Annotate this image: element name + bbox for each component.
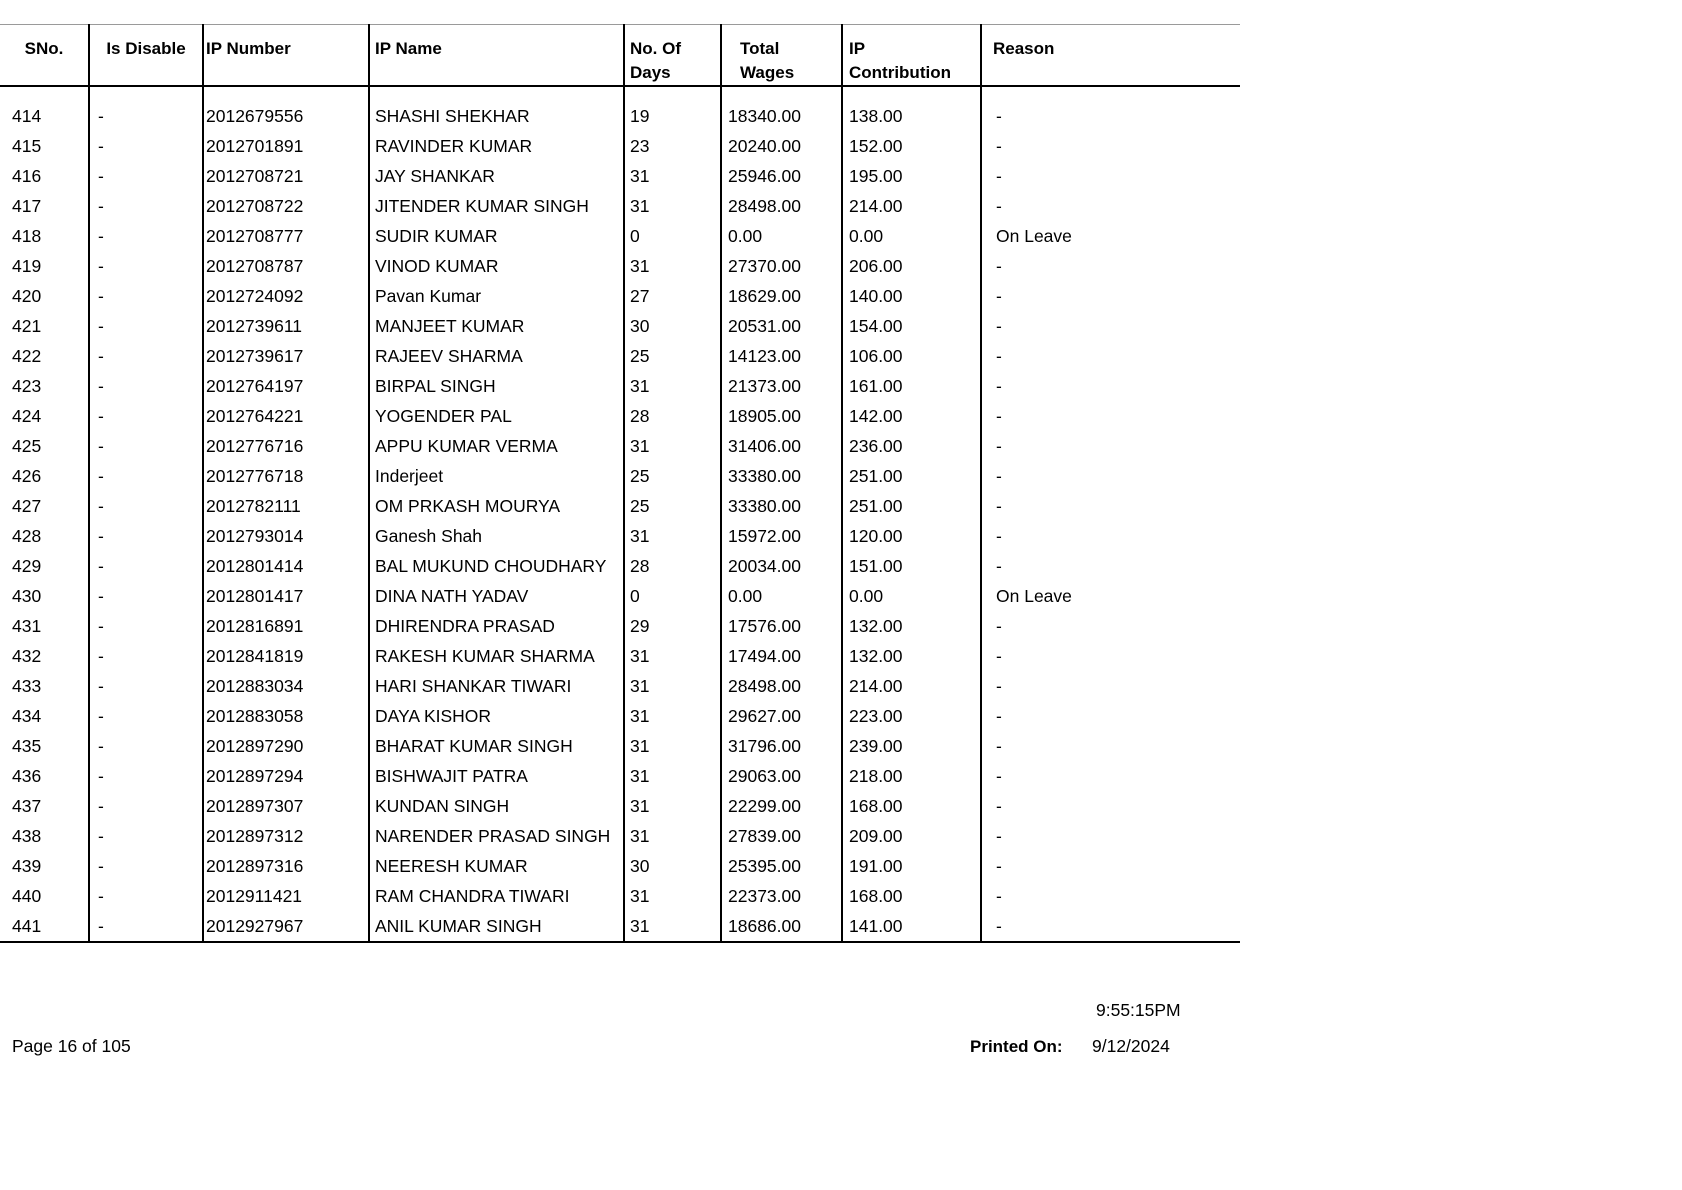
cell-ip-number: 2012708722 [203,191,369,221]
cell-ip-contribution: 239.00 [842,731,981,761]
cell-ip-number: 2012739617 [203,341,369,371]
cell-total-wages: 28498.00 [721,191,842,221]
cell-reason: - [981,761,1240,791]
cell-total-wages: 20240.00 [721,131,842,161]
cell-ip-name: DINA NATH YADAV [369,581,624,611]
cell-ip-contribution: 151.00 [842,551,981,581]
cell-days: 27 [624,281,721,311]
cell-days: 31 [624,821,721,851]
header-ip-contribution: IP Contribution [842,25,981,87]
cell-ip-contribution: 161.00 [842,371,981,401]
cell-days: 31 [624,671,721,701]
cell-ip-contribution: 106.00 [842,341,981,371]
cell-reason: - [981,551,1240,581]
cell-total-wages: 33380.00 [721,491,842,521]
cell-ip-number: 2012776716 [203,431,369,461]
cell-ip-name: VINOD KUMAR [369,251,624,281]
cell-days: 31 [624,521,721,551]
cell-ip-name: BIRPAL SINGH [369,371,624,401]
cell-days: 0 [624,221,721,251]
cell-days: 31 [624,881,721,911]
cell-ip-number: 2012897294 [203,761,369,791]
table-row [0,911,1240,942]
cell-ip-number: 2012708787 [203,251,369,281]
table-row [0,671,1240,701]
cell-total-wages: 17494.00 [721,641,842,671]
cell-sno: 422 [12,346,42,366]
cell-sno: 435 [12,736,42,756]
cell-ip-number: 2012708777 [203,221,369,251]
cell-days: 31 [624,191,721,221]
cell-reason: - [981,701,1240,731]
cell-reason: - [981,791,1240,821]
cell-total-wages: 20034.00 [721,551,842,581]
cell-sno: 438 [12,826,42,846]
cell-is-disable: - [89,821,203,851]
cell-sno: 440 [12,886,42,906]
cell-ip-contribution: 140.00 [842,281,981,311]
cell-days: 31 [624,431,721,461]
table-row [0,131,1240,161]
cell-ip-contribution: 223.00 [842,701,981,731]
table-row [0,461,1240,491]
cell-total-wages: 14123.00 [721,341,842,371]
cell-ip-number: 2012724092 [203,281,369,311]
cell-days: 31 [624,161,721,191]
cell-sno: 417 [12,196,42,216]
cell-is-disable: - [89,641,203,671]
cell-sno: 415 [12,136,42,156]
cell-is-disable: - [89,221,203,251]
cell-sno: 426 [12,466,42,486]
cell-total-wages: 31796.00 [721,731,842,761]
cell-ip-name: RAKESH KUMAR SHARMA [369,641,624,671]
header-is-disable: Is Disable [89,25,203,87]
cell-days: 31 [624,791,721,821]
cell-is-disable: - [89,521,203,551]
cell-reason: - [981,671,1240,701]
cell-ip-number: 2012776718 [203,461,369,491]
cell-reason: - [981,311,1240,341]
cell-reason: - [981,641,1240,671]
cell-is-disable: - [89,551,203,581]
cell-ip-name: Pavan Kumar [369,281,624,311]
cell-sno: 441 [0,911,89,942]
cell-reason: - [981,86,1240,131]
cell-reason: - [981,821,1240,851]
cell-reason: - [981,461,1240,491]
cell-total-wages: 22373.00 [721,881,842,911]
cell-days: 28 [624,401,721,431]
cell-ip-name: SUDIR KUMAR [369,221,624,251]
cell-ip-contribution: 251.00 [842,461,981,491]
cell-reason: - [981,191,1240,221]
table-row [0,161,1240,191]
cell-days: 31 [624,641,721,671]
cell-ip-number: 2012701891 [203,131,369,161]
cell-days: 31 [624,701,721,731]
cell-ip-contribution: 218.00 [842,761,981,791]
cell-reason: - [981,131,1240,161]
header-sno: SNo. [0,25,89,87]
cell-reason: - [981,371,1240,401]
cell-days: 31 [624,761,721,791]
cell-sno: 418 [12,226,42,246]
cell-ip-number: 2012816891 [203,611,369,641]
cell-ip-number: 2012911421 [203,881,369,911]
cell-total-wages: 18340.00 [721,86,842,131]
table-row [0,851,1240,881]
cell-reason: - [981,431,1240,461]
cell-ip-number: 2012897290 [203,731,369,761]
cell-total-wages: 22299.00 [721,791,842,821]
cell-ip-contribution: 132.00 [842,611,981,641]
cell-ip-contribution: 206.00 [842,251,981,281]
table-row [0,731,1240,761]
cell-total-wages: 18905.00 [721,401,842,431]
cell-is-disable: - [89,431,203,461]
cell-total-wages: 18629.00 [721,281,842,311]
cell-sno: 414 [12,106,42,126]
cell-ip-name: ANIL KUMAR SINGH [369,911,624,942]
cell-total-wages: 17576.00 [721,611,842,641]
table-row [0,281,1240,311]
cell-is-disable: - [89,611,203,641]
cell-is-disable: - [89,791,203,821]
table-header [0,25,1240,87]
cell-reason: - [981,851,1240,881]
header-ip-name: IP Name [369,25,624,87]
cell-total-wages: 18686.00 [721,911,842,942]
table-body [0,86,1240,942]
cell-reason: - [981,161,1240,191]
cell-sno: 432 [12,646,42,666]
cell-ip-number: 2012883034 [203,671,369,701]
cell-ip-number: 2012883058 [203,701,369,731]
table-row [0,581,1240,611]
cell-total-wages: 20531.00 [721,311,842,341]
cell-reason: On Leave [981,221,1240,251]
cell-reason: - [981,401,1240,431]
cell-ip-name: OM PRKASH MOURYA [369,491,624,521]
header-row [0,25,1240,87]
cell-ip-contribution: 0.00 [842,221,981,251]
cell-ip-contribution: 152.00 [842,131,981,161]
table-row [0,251,1240,281]
cell-ip-number: 2012679556 [203,86,369,131]
table-row [0,791,1240,821]
cell-days: 31 [624,731,721,761]
cell-reason: - [981,491,1240,521]
cell-days: 31 [624,251,721,281]
cell-ip-contribution: 138.00 [842,86,981,131]
report-page [0,24,1240,943]
cell-reason: - [981,911,1240,942]
cell-ip-name: DAYA KISHOR [369,701,624,731]
cell-ip-contribution: 168.00 [842,881,981,911]
footer-printed-on-label: Printed On: [970,1037,1063,1056]
table-row [0,341,1240,371]
cell-ip-contribution: 142.00 [842,401,981,431]
cell-days: 0 [624,581,721,611]
cell-is-disable: - [89,371,203,401]
table-row [0,551,1240,581]
cell-days: 31 [624,911,721,942]
cell-is-disable: - [89,401,203,431]
cell-ip-name: JITENDER KUMAR SINGH [369,191,624,221]
cell-ip-number: 2012764197 [203,371,369,401]
cell-is-disable: - [89,191,203,221]
cell-ip-number: 2012764221 [203,401,369,431]
cell-total-wages: 0.00 [721,221,842,251]
header-reason: Reason [981,25,1240,87]
table-row [0,311,1240,341]
cell-ip-contribution: 132.00 [842,641,981,671]
cell-is-disable: - [89,851,203,881]
cell-total-wages: 25395.00 [721,851,842,881]
cell-sno: 429 [12,556,42,576]
cell-total-wages: 0.00 [721,581,842,611]
cell-sno: 431 [12,616,42,636]
cell-ip-number: 2012841819 [203,641,369,671]
cell-ip-contribution: 209.00 [842,821,981,851]
cell-total-wages: 21373.00 [721,371,842,401]
cell-ip-contribution: 236.00 [842,431,981,461]
cell-ip-contribution: 154.00 [842,311,981,341]
cell-is-disable: - [89,491,203,521]
table-row [0,431,1240,461]
cell-is-disable: - [89,761,203,791]
cell-sno: 419 [12,256,42,276]
cell-is-disable: - [89,131,203,161]
cell-sno: 420 [12,286,42,306]
table-row [0,371,1240,401]
footer-page-number: Page 16 of 105 [12,1036,131,1056]
ip-contribution-table [0,24,1240,943]
cell-ip-name: APPU KUMAR VERMA [369,431,624,461]
cell-reason: - [981,731,1240,761]
cell-reason: - [981,611,1240,641]
table-row [0,641,1240,671]
cell-total-wages: 28498.00 [721,671,842,701]
cell-ip-name: NEERESH KUMAR [369,851,624,881]
cell-ip-name: KUNDAN SINGH [369,791,624,821]
table-row [0,221,1240,251]
cell-is-disable: - [89,86,203,131]
cell-is-disable: - [89,311,203,341]
cell-total-wages: 27839.00 [721,821,842,851]
cell-ip-name: DHIRENDRA PRASAD [369,611,624,641]
cell-days: 30 [624,311,721,341]
cell-sno: 424 [12,406,42,426]
cell-ip-name: RAM CHANDRA TIWARI [369,881,624,911]
cell-ip-name: MANJEET KUMAR [369,311,624,341]
cell-ip-contribution: 251.00 [842,491,981,521]
cell-total-wages: 25946.00 [721,161,842,191]
cell-total-wages: 15972.00 [721,521,842,551]
cell-sno: 416 [12,166,42,186]
table-row [0,761,1240,791]
footer-printed-on-date: 9/12/2024 [1092,1036,1170,1056]
cell-ip-number: 2012782111 [203,491,369,521]
cell-sno: 421 [12,316,42,336]
cell-days: 25 [624,491,721,521]
cell-ip-number: 2012739611 [203,311,369,341]
cell-ip-number: 2012801414 [203,551,369,581]
cell-days: 25 [624,341,721,371]
cell-total-wages: 27370.00 [721,251,842,281]
cell-days: 25 [624,461,721,491]
cell-days: 29 [624,611,721,641]
table-row [0,881,1240,911]
cell-reason: - [981,881,1240,911]
cell-sno: 434 [12,706,42,726]
cell-reason: - [981,521,1240,551]
cell-ip-number: 2012801417 [203,581,369,611]
cell-sno: 428 [12,526,42,546]
cell-sno: 425 [12,436,42,456]
cell-reason: - [981,251,1240,281]
cell-total-wages: 29627.00 [721,701,842,731]
cell-total-wages: 31406.00 [721,431,842,461]
footer-print-time: 9:55:15PM [1096,1000,1181,1020]
cell-ip-name: NARENDER PRASAD SINGH [369,821,624,851]
cell-ip-contribution: 214.00 [842,671,981,701]
table-row [0,401,1240,431]
cell-ip-contribution: 141.00 [842,911,981,942]
cell-ip-name: BISHWAJIT PATRA [369,761,624,791]
table-row [0,491,1240,521]
cell-is-disable: - [89,881,203,911]
cell-ip-number: 2012897312 [203,821,369,851]
cell-reason: - [981,281,1240,311]
cell-days: 23 [624,131,721,161]
cell-is-disable: - [89,281,203,311]
cell-ip-name: YOGENDER PAL [369,401,624,431]
table-row [0,86,1240,131]
cell-sno: 427 [12,496,42,516]
cell-ip-contribution: 168.00 [842,791,981,821]
cell-ip-name: BAL MUKUND CHOUDHARY [369,551,624,581]
cell-is-disable: - [89,701,203,731]
cell-ip-name: Ganesh Shah [369,521,624,551]
cell-ip-number: 2012897307 [203,791,369,821]
cell-is-disable: - [89,911,203,942]
cell-reason: On Leave [981,581,1240,611]
cell-is-disable: - [89,161,203,191]
cell-ip-contribution: 191.00 [842,851,981,881]
cell-ip-name: Inderjeet [369,461,624,491]
cell-ip-contribution: 0.00 [842,581,981,611]
cell-ip-contribution: 195.00 [842,161,981,191]
table-row [0,191,1240,221]
cell-ip-number: 2012708721 [203,161,369,191]
cell-sno: 433 [12,676,42,696]
cell-ip-name: JAY SHANKAR [369,161,624,191]
cell-is-disable: - [89,671,203,701]
cell-days: 28 [624,551,721,581]
table-row [0,611,1240,641]
cell-ip-name: HARI SHANKAR TIWARI [369,671,624,701]
cell-sno: 423 [12,376,42,396]
header-days: No. Of Days [624,25,721,87]
cell-ip-number: 2012793014 [203,521,369,551]
cell-ip-number: 2012927967 [203,911,369,942]
cell-sno: 437 [12,796,42,816]
cell-sno: 439 [12,856,42,876]
table-row [0,821,1240,851]
table-row [0,521,1240,551]
table-row [0,701,1240,731]
cell-ip-name: RAJEEV SHARMA [369,341,624,371]
cell-days: 19 [624,86,721,131]
cell-is-disable: - [89,461,203,491]
cell-days: 30 [624,851,721,881]
cell-is-disable: - [89,341,203,371]
cell-ip-name: RAVINDER KUMAR [369,131,624,161]
cell-reason: - [981,341,1240,371]
header-ip-number: IP Number [203,25,369,87]
cell-ip-contribution: 214.00 [842,191,981,221]
cell-ip-number: 2012897316 [203,851,369,881]
cell-ip-name: SHASHI SHEKHAR [369,86,624,131]
cell-ip-contribution: 120.00 [842,521,981,551]
cell-sno: 430 [12,586,42,606]
cell-ip-name: BHARAT KUMAR SINGH [369,731,624,761]
cell-total-wages: 33380.00 [721,461,842,491]
cell-is-disable: - [89,251,203,281]
cell-days: 31 [624,371,721,401]
cell-total-wages: 29063.00 [721,761,842,791]
cell-is-disable: - [89,731,203,761]
cell-sno: 436 [12,766,42,786]
header-total-wages: Total Wages [721,25,842,87]
cell-is-disable: - [89,581,203,611]
